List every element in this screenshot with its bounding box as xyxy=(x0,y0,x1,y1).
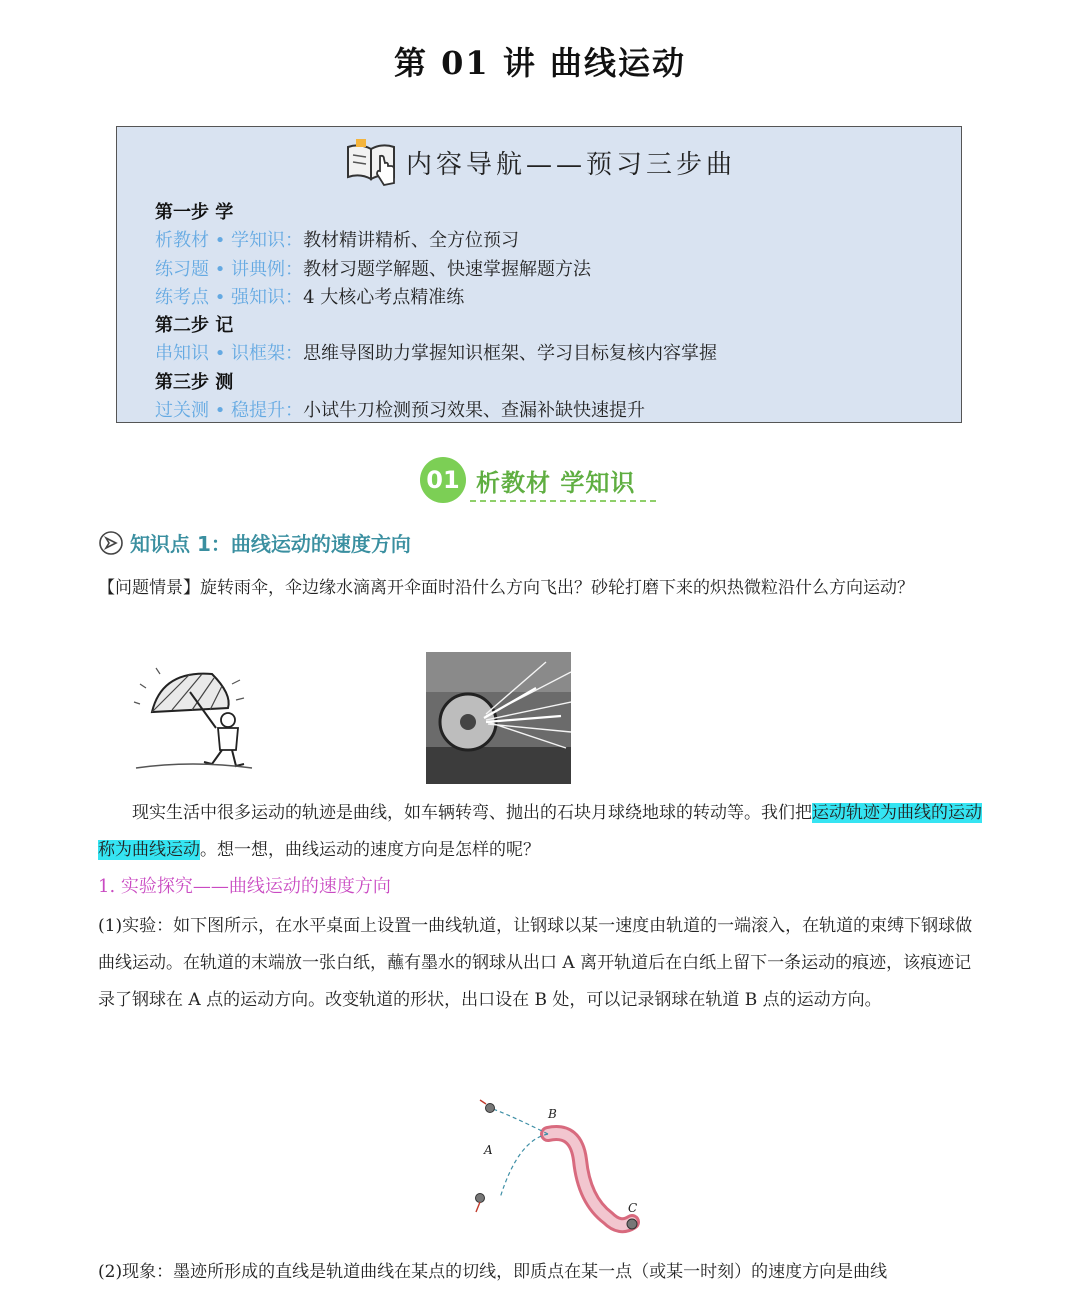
nav-title-row xyxy=(117,137,963,187)
nav-item xyxy=(155,227,717,255)
question-paragraph: 【问题情景】旋转雨伞，伞边缘水滴离开伞面时沿什么方向飞出？砂轮打磨下来的炽热微粒沿什么方向运动？ xyxy=(98,578,914,598)
nav-item-key: 练考点 • 强知识： xyxy=(155,286,304,308)
content-navigation-box xyxy=(116,126,962,423)
nav-item-desc: 小试牛刀检测预习效果、查漏补缺快速提升 xyxy=(303,400,646,422)
label-b: B xyxy=(548,1107,557,1121)
nav-item-key: 练习题 • 讲典例： xyxy=(155,258,304,280)
curved-track-figure xyxy=(468,1090,648,1250)
step-heading: 第一步 学 xyxy=(155,202,234,223)
nav-steps xyxy=(155,199,717,425)
arrow-circle-icon xyxy=(98,530,124,556)
section-underline xyxy=(470,500,656,502)
nav-item xyxy=(155,397,717,425)
section-badge xyxy=(420,454,635,506)
nav-item-key: 串知识 • 识框架： xyxy=(155,343,304,365)
nav-item-key: 过关测 • 稳提升： xyxy=(155,400,304,422)
nav-item xyxy=(155,284,717,312)
book-pointer-icon xyxy=(344,137,400,187)
step-heading: 第二步 记 xyxy=(155,315,234,337)
section-number: 01 xyxy=(420,457,466,503)
nav-item xyxy=(155,256,717,284)
label-a: A xyxy=(484,1143,493,1157)
experiment-subheading: 1. 实验探究——曲线运动的速度方向 xyxy=(98,876,391,897)
intro-text: 现实生活中很多运动的轨迹是曲线，如车辆转弯、抛出的石块月球绕地球的转动等。我们把 xyxy=(132,803,812,823)
highlighted-definition: 运动轨迹为曲线的运动称为曲线运动 xyxy=(98,803,982,860)
nav-item-desc: 教材习题学解题、快速掌握解题方法 xyxy=(303,258,592,280)
nav-item-key: 析教材 • 学知识： xyxy=(155,230,304,252)
intro-text-after: 。想一想，曲线运动的速度方向是怎样的呢？ xyxy=(200,840,540,860)
page-title: 第 01 讲 曲线运动 xyxy=(394,44,686,82)
umbrella-illustration xyxy=(132,664,262,776)
nav-item-desc: 思维导图助力掌握知识框架、学习目标复核内容掌握 xyxy=(303,343,718,365)
nav-item-desc: 4 大核心考点精准练 xyxy=(303,286,465,308)
step-heading: 第三步 测 xyxy=(155,371,234,393)
intro-paragraph xyxy=(98,795,982,869)
knowledge-point-title: 知识点 1：曲线运动的速度方向 xyxy=(130,532,411,556)
nav-title-text: 内容导航——预习三步曲 xyxy=(405,149,736,180)
label-c: C xyxy=(628,1201,638,1215)
knowledge-point-heading xyxy=(98,528,411,557)
phenomenon-paragraph: (2)现象：墨迹所形成的直线是轨道曲线在某点的切线，即质点在某一点（或某一时刻）的速度方向是曲线 xyxy=(98,1262,888,1282)
nav-item-desc: 教材精讲精析、全方位预习 xyxy=(303,230,520,252)
grinder-photo xyxy=(426,652,571,784)
experiment-paragraph: (1)实验：如下图所示，在水平桌面上设置一曲线轨道，让钢球以某一速度由轨道的一端滚入，在轨道的束缚下钢球做曲线运动。在轨道的末端放一张白纸，蘸有墨水的钢球从出口 A 离开轨道后在白纸上留下一条运动的痕迹，该痕迹记录了钢球在 A 点的运动方向。改变轨道的形状，出口设在 B 处，可以记录钢球在轨道 B 点的运动方向。 xyxy=(98,916,973,1010)
section-title: 析教材 学知识 xyxy=(476,468,636,497)
nav-item xyxy=(155,340,717,368)
